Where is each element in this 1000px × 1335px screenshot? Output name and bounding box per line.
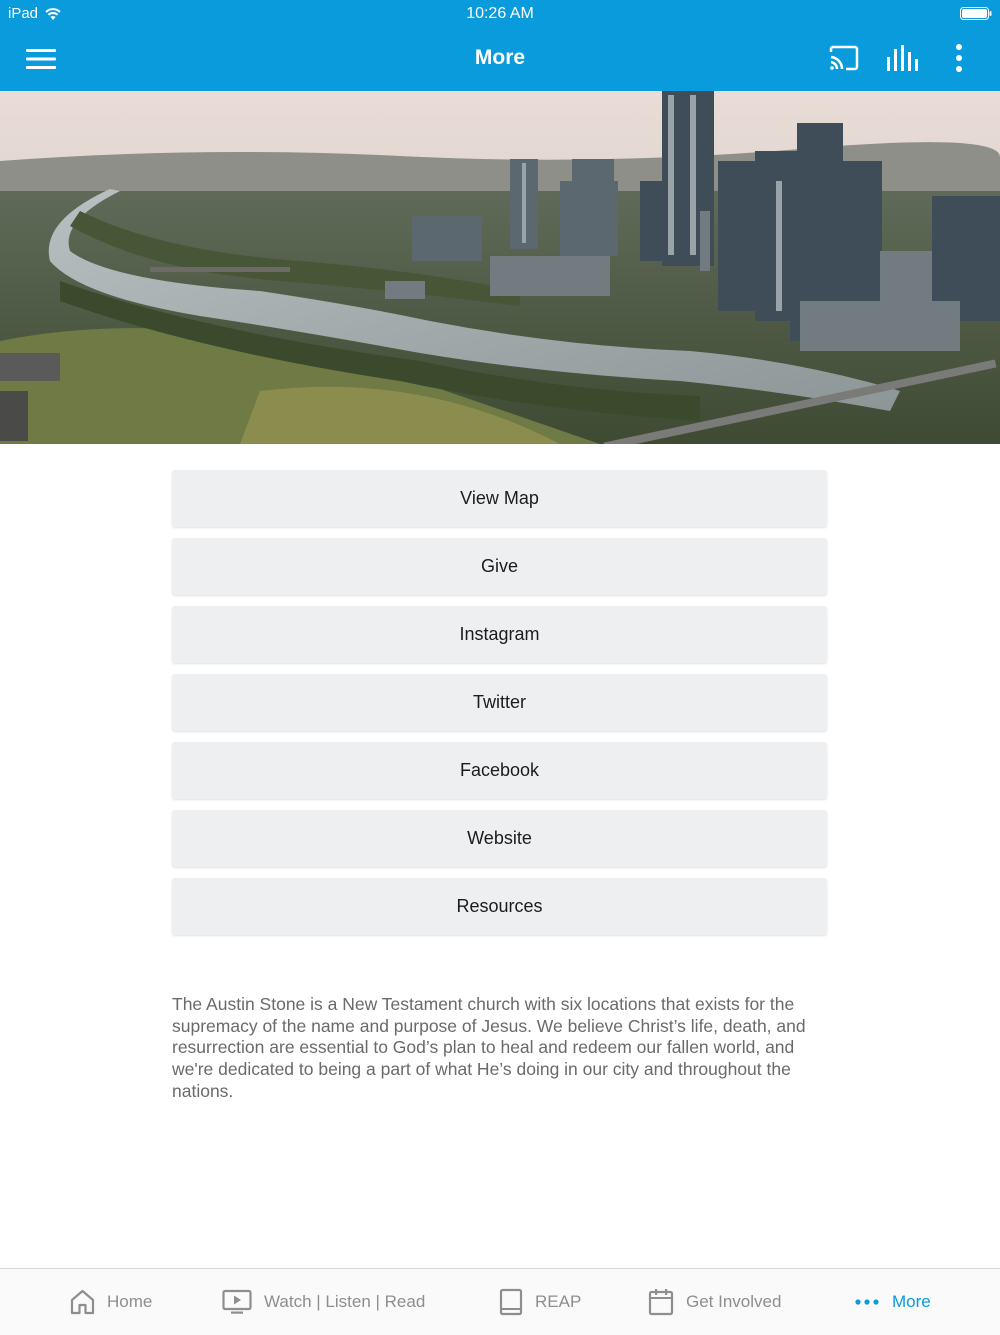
- play-screen-icon: [222, 1289, 252, 1315]
- tab-home-label: Home: [107, 1292, 153, 1311]
- nav-bar: [0, 28, 1000, 91]
- tab-bar: [0, 1268, 1000, 1335]
- tab-get-involved[interactable]: [648, 1287, 781, 1317]
- carrier-label: iPad: [8, 5, 39, 22]
- tab-more-label: More: [892, 1292, 931, 1311]
- resources-button[interactable]: Resources: [172, 878, 827, 935]
- status-time: 10:26 AM: [466, 5, 534, 22]
- battery-icon: [960, 7, 992, 20]
- link-button-list: [172, 470, 827, 946]
- calendar-icon: [648, 1288, 674, 1316]
- home-icon: [70, 1289, 95, 1315]
- page-title: More: [474, 46, 526, 69]
- give-button[interactable]: Give: [172, 538, 827, 595]
- status-bar: [0, 0, 1000, 28]
- tab-reap[interactable]: [499, 1287, 581, 1317]
- facebook-button[interactable]: Facebook: [172, 742, 827, 799]
- tab-get-involved-label: Get Involved: [686, 1292, 782, 1311]
- twitter-button[interactable]: Twitter: [172, 674, 827, 731]
- hero-image: [0, 91, 1000, 444]
- more-vertical-icon[interactable]: [948, 42, 970, 74]
- audio-bars-icon[interactable]: [885, 43, 919, 73]
- about-description: The Austin Stone is a New Testament church with six locations that exists for the supremacy of the name and purpose of Jesus. We believe Christ’s life, death, and resurrection are essential to God’s plan to heal and redeem our fallen world, and we're dedicated to being a part of what He’s doing in our city and throughout the nations.: [172, 994, 806, 1101]
- book-icon: [499, 1288, 523, 1316]
- more-dots-icon: [854, 1298, 880, 1306]
- tab-reap-label: REAP: [535, 1292, 582, 1311]
- view-map-button[interactable]: View Map: [172, 470, 827, 527]
- tab-watch-label: Watch | Listen | Read: [264, 1292, 426, 1311]
- tab-more[interactable]: [854, 1287, 931, 1317]
- cast-icon[interactable]: [828, 44, 860, 72]
- tab-home[interactable]: [70, 1287, 152, 1317]
- city-skyline-illustration: [0, 91, 1000, 444]
- tab-watch-listen-read[interactable]: [222, 1287, 425, 1317]
- website-button[interactable]: Website: [172, 810, 827, 867]
- top-bar: [0, 0, 1000, 91]
- instagram-button[interactable]: Instagram: [172, 606, 827, 663]
